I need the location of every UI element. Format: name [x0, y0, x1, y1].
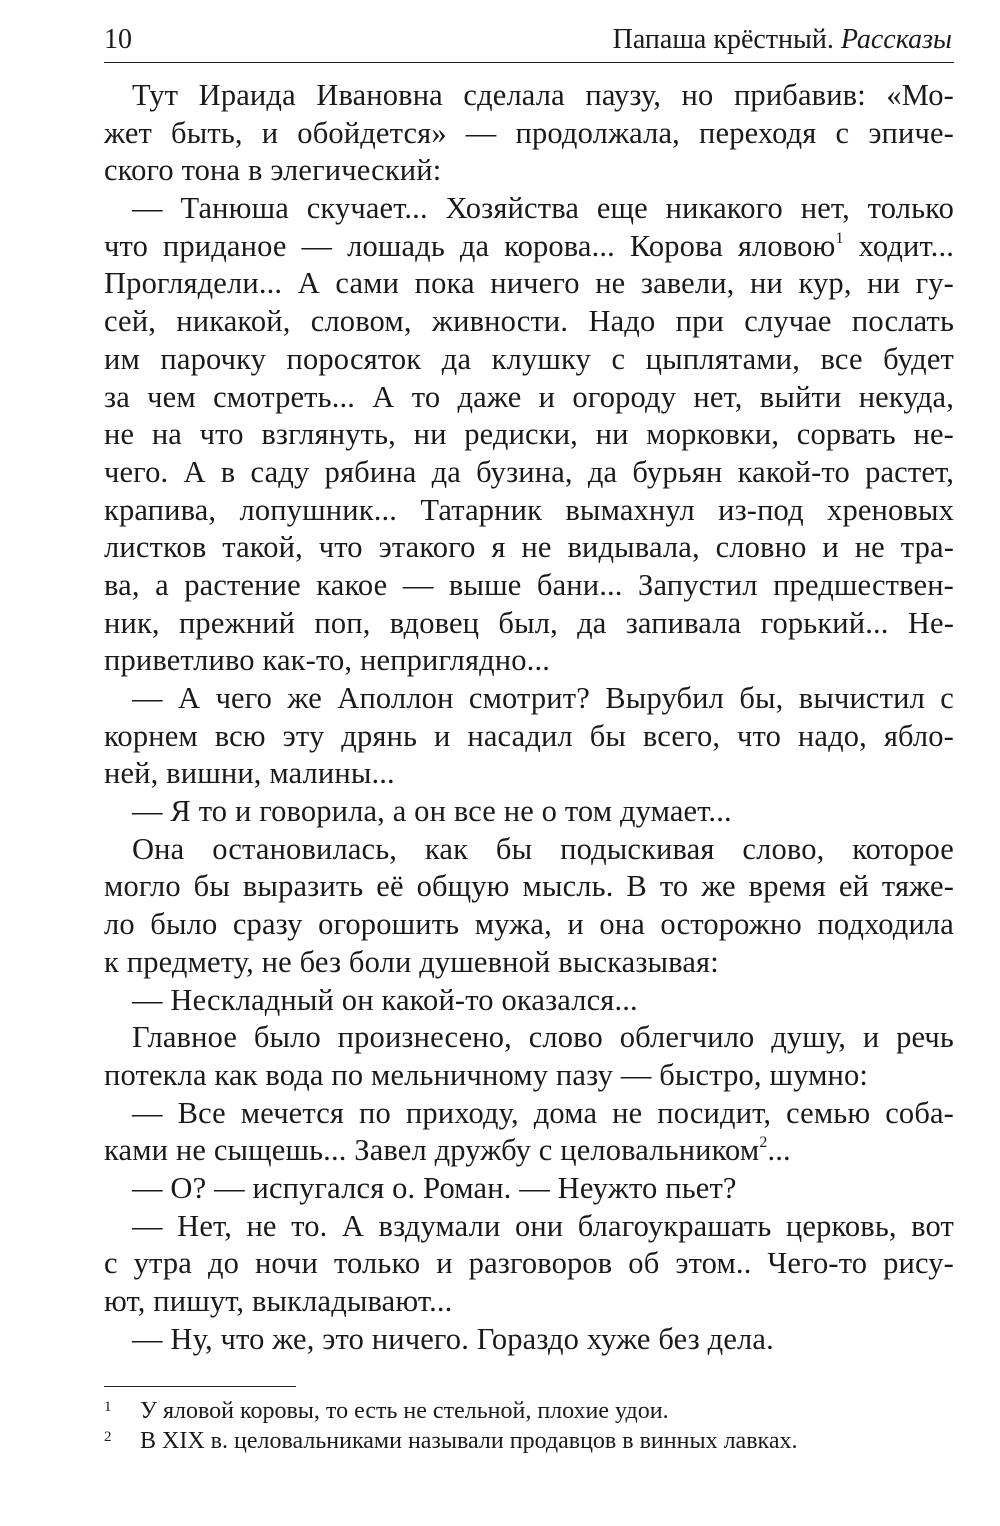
- footnote-text: У яловой коровы, то есть не стельной, плохие удои.: [140, 1398, 669, 1424]
- text-line: [104, 567, 954, 605]
- text-line: [104, 1132, 954, 1170]
- text-line: [104, 1208, 954, 1246]
- footnote: [104, 1426, 954, 1456]
- text-line-content: им парочку поросяток да клушку с цыплятами, все будет: [104, 341, 954, 376]
- text-line-content: жет быть, и обойдется» — продолжала, переходя с эпиче-: [104, 115, 954, 150]
- text-line: [104, 416, 954, 454]
- text-line: [104, 831, 954, 869]
- text-line-content: — Нескладный он какой-то оказался...: [132, 982, 638, 1017]
- text-line: [104, 1283, 954, 1321]
- footnotes: [104, 1396, 954, 1456]
- text-line: [104, 1170, 954, 1208]
- text-line-content: с утра до ночи только и разговоров об этом.. Чего-то рису-: [104, 1246, 954, 1281]
- text-line-content: — Танюша скучает... Хозяйства еще никакого нет, только: [132, 191, 954, 226]
- text-line-content: — Я то и говорила, а он все не о том думает...: [132, 794, 732, 829]
- text-line-content: Она остановилась, как бы подыскивая слово, которое: [132, 831, 954, 866]
- text-line: [104, 379, 954, 417]
- text-line: [104, 944, 954, 982]
- section-title: Рассказы: [840, 24, 952, 55]
- text-line-continuation: ходит...: [843, 228, 954, 263]
- text-line: [104, 77, 954, 115]
- text-line-continuation: ...: [767, 1133, 791, 1168]
- text-line: [104, 529, 954, 567]
- text-line: [104, 1095, 954, 1133]
- page-number: 10: [104, 24, 132, 55]
- text-line: [104, 1057, 954, 1095]
- text-line-content: чего. А в саду рябина да бузина, да бурьян какой-то растет,: [104, 454, 954, 489]
- text-line-content: потекла как вода по мельничному пазу — быстро, шумно:: [104, 1057, 869, 1092]
- text-line-content: Проглядели... А сами пока ничего не завели, ни кур, ни гу-: [104, 266, 954, 301]
- text-line: [104, 492, 954, 530]
- text-line-content: листков такой, что этакого я не видывала, словно и не тра-: [104, 530, 954, 565]
- text-line: [104, 906, 954, 944]
- text-line: [104, 152, 954, 190]
- text-line: [104, 228, 954, 266]
- text-line-content: Тут Ираида Ивановна сделала паузу, но прибавив: «Мо-: [132, 78, 954, 112]
- text-line-content: не на что взглянуть, ни редиски, ни морковки, сорвать не-: [104, 417, 954, 452]
- footnote: [104, 1396, 954, 1426]
- text-line-content: ют, пишут, выкладывают...: [104, 1284, 453, 1318]
- text-line-content: к предмету, не без боли душевной высказывая:: [104, 944, 719, 979]
- text-line: [104, 1019, 954, 1057]
- text-line: [104, 454, 954, 492]
- text-line: [104, 793, 954, 831]
- book-title: Папаша крёстный.: [612, 24, 834, 55]
- text-line-content: ник, прежний поп, вдовец был, да запивала горький... Не-: [104, 605, 954, 640]
- text-line: [104, 1321, 954, 1359]
- text-line: [104, 265, 954, 303]
- footnote-reference: 2: [759, 1134, 768, 1152]
- footnote-text: В XIX в. целовальниками называли продавцов в винных лавках.: [140, 1428, 798, 1454]
- text-line-content: могло бы выразить её общую мысль. В то же время ей тяже-: [104, 869, 954, 904]
- text-line-content: — О? — испугался о. Роман. — Неужто пьет?: [132, 1170, 737, 1205]
- text-line: [104, 755, 954, 793]
- text-line-content: корнем всю эту дрянь и насадил бы всего, что надо, ябло-: [104, 718, 954, 753]
- text-line-content: ского тона в элегический:: [104, 153, 442, 188]
- text-line: [104, 868, 954, 906]
- text-line-content: ло было сразу огорошить мужа, и она осторожно подходила: [104, 907, 954, 942]
- text-line: [104, 190, 954, 228]
- text-line-content: ва, а растение какое — выше бани... Запустил предшествен-: [104, 567, 954, 602]
- running-title: [613, 24, 952, 56]
- footnote-divider: [104, 1386, 296, 1387]
- body-text: [104, 77, 954, 1358]
- text-line: [104, 642, 954, 680]
- text-line-content: — Все мечется по приходу, дома не посидит, семью соба-: [132, 1095, 954, 1130]
- text-line: [104, 1245, 954, 1283]
- footnote-mark: 1: [104, 1399, 112, 1415]
- text-line-content: ками не сыщешь... Завел дружбу с целовальником: [104, 1133, 760, 1168]
- text-line-content: приветливо как-то, неприглядно...: [104, 643, 551, 678]
- text-line-content: — А чего же Аполлон смотрит? Вырубил бы, вычистил с: [132, 681, 954, 715]
- text-line-content: — Ну, что же, это ничего. Гораздо хуже без дела.: [132, 1321, 774, 1356]
- text-line-content: за чем смотреть... А то даже и огороду нет, выйти некуда,: [104, 379, 954, 414]
- text-line-content: сей, никакой, словом, живности. Надо при случае послать: [104, 304, 954, 339]
- text-line: [104, 341, 954, 379]
- text-line-content: Главное было произнесено, слово облегчило душу, и речь: [132, 1020, 954, 1055]
- footnote-reference: 1: [835, 229, 844, 247]
- text-line: [104, 982, 954, 1020]
- text-line-content: — Нет, не то. А вздумали они благоукрашать церковь, вот: [132, 1208, 954, 1243]
- text-line: [104, 680, 954, 718]
- text-line-content: ней, вишни, малины...: [104, 756, 395, 791]
- footnote-mark: 2: [104, 1429, 112, 1445]
- text-line: [104, 115, 954, 153]
- text-line: [104, 718, 954, 756]
- text-line-content: что приданое — лошадь да корова... Корова яловою: [104, 228, 836, 263]
- running-header: [104, 20, 954, 63]
- text-line: [104, 303, 954, 341]
- text-line-content: крапива, лопушник... Татарник вымахнул из-под хреновых: [104, 492, 954, 527]
- text-line: [104, 605, 954, 643]
